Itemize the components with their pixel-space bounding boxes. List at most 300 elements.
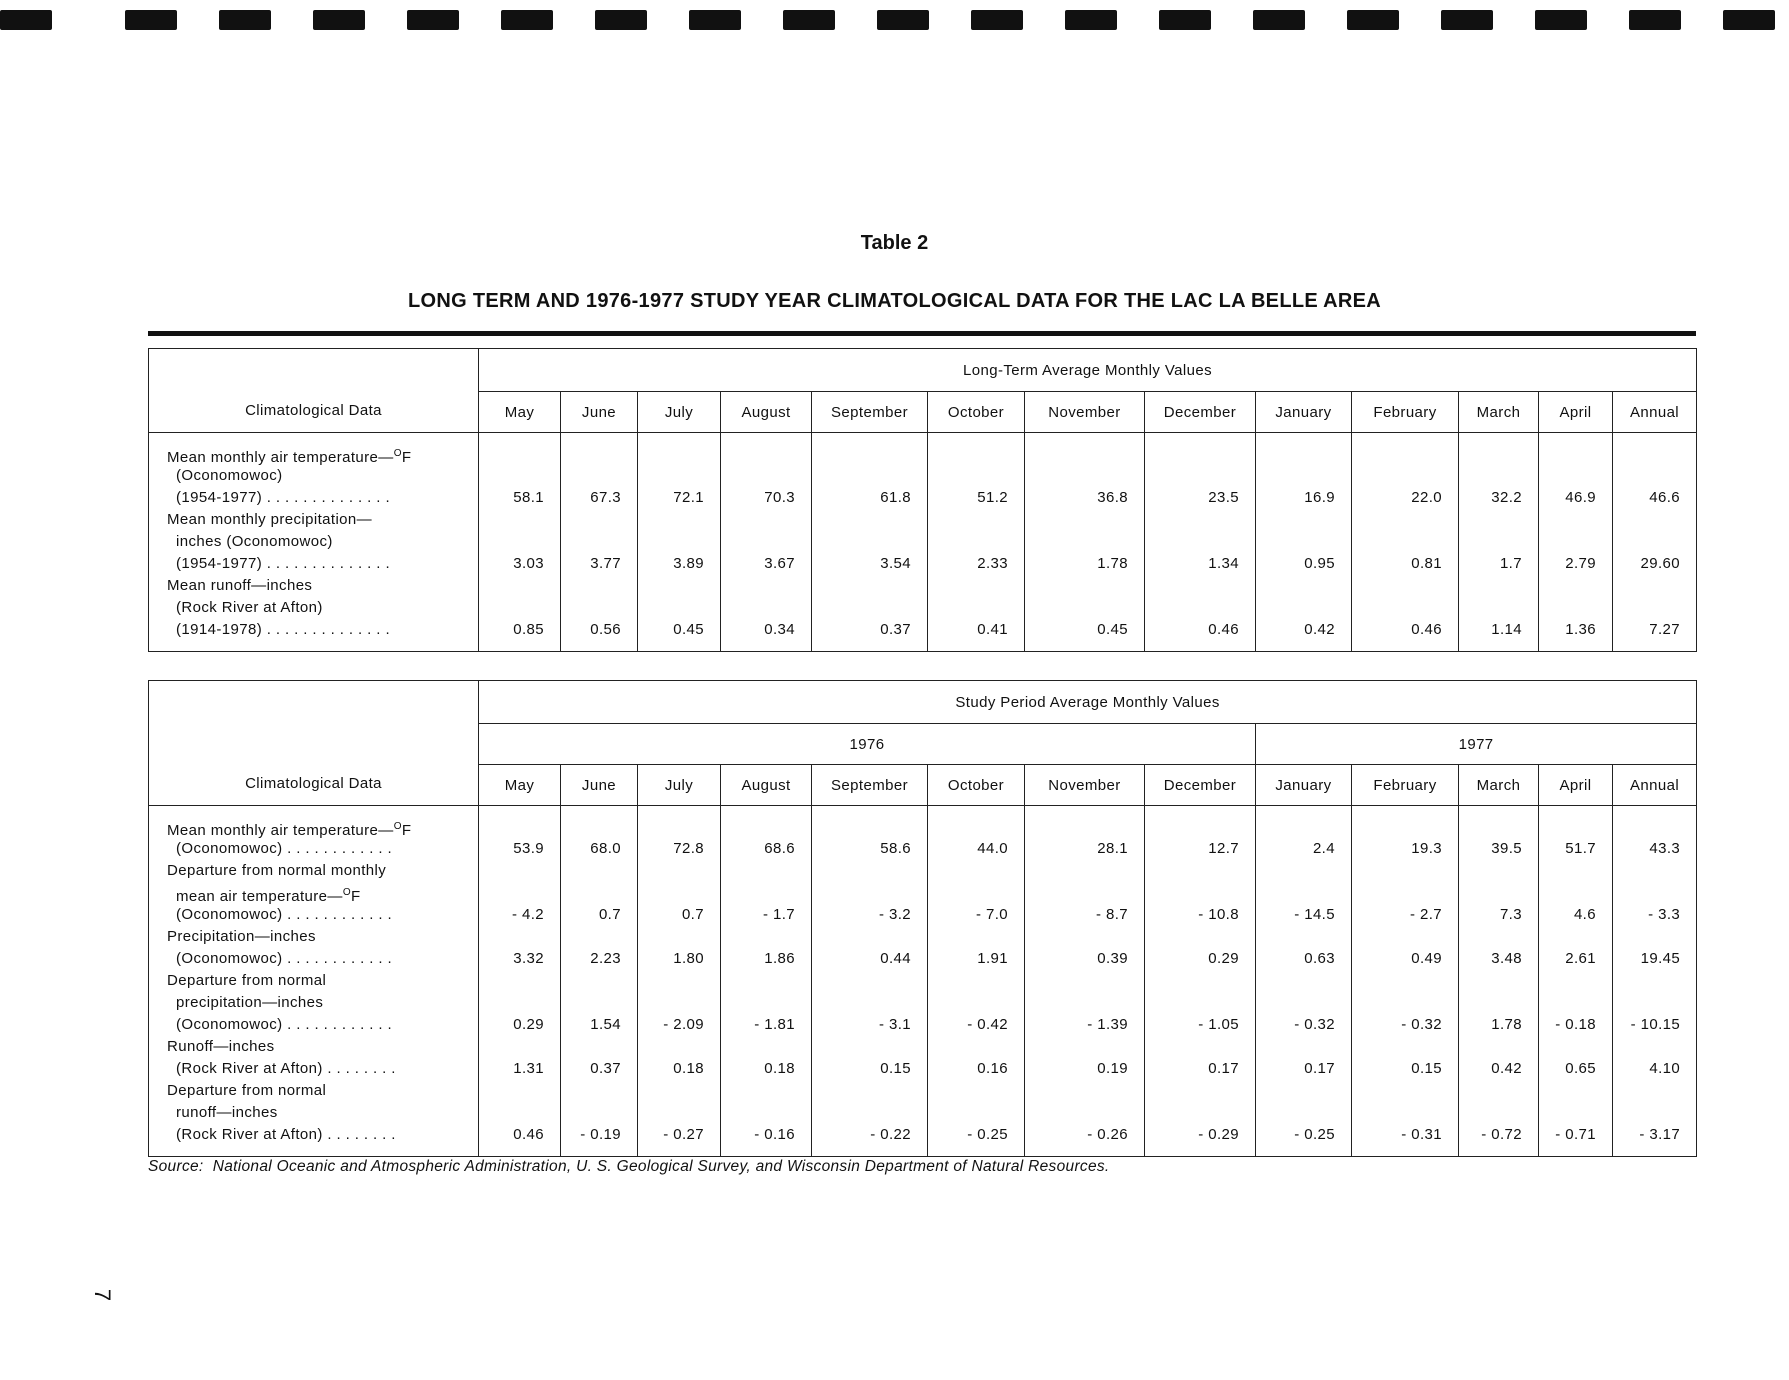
spacer: [638, 465, 720, 487]
corner-label: Climatological Data: [149, 349, 479, 433]
spacer: [638, 970, 720, 992]
data-value: 0.81: [1411, 555, 1442, 572]
source-label: Source:: [148, 1158, 204, 1175]
month-header: June: [561, 765, 638, 806]
spacer: [1145, 816, 1255, 838]
spacer: [479, 443, 560, 465]
unit-symbol: F: [351, 888, 361, 904]
spacer: [479, 597, 560, 619]
spacer: [1025, 575, 1144, 597]
month-header: July: [638, 765, 721, 806]
spacer: [1539, 465, 1612, 487]
data-value: 3.48: [1491, 950, 1522, 967]
data-value: 0.18: [673, 1060, 704, 1077]
spacer: [1025, 970, 1144, 992]
value-column: [1459, 806, 1539, 1157]
spacer: [1025, 1036, 1144, 1058]
data-value: 0.46: [1208, 621, 1239, 638]
value-column: [1352, 806, 1459, 1157]
data-value: - 0.29: [1198, 1126, 1239, 1143]
spacer: [928, 992, 1024, 1014]
data-value: 2.33: [977, 555, 1008, 572]
data-value: 19.3: [1411, 840, 1442, 857]
spacer: [1025, 597, 1144, 619]
data-value: - 10.8: [1198, 906, 1239, 923]
spacer: [1352, 816, 1458, 838]
data-value: 1.36: [1565, 621, 1596, 638]
value-column: [721, 433, 812, 652]
spacer: [1613, 1036, 1696, 1058]
data-value: 2.79: [1565, 555, 1596, 572]
data-value: - 0.18: [1555, 1016, 1596, 1033]
value-column: [561, 433, 638, 652]
row-label-line: Departure from normal monthly: [167, 862, 387, 879]
data-value: - 0.32: [1294, 1016, 1335, 1033]
spacer: [1256, 443, 1351, 465]
data-value: 1.54: [590, 1016, 621, 1033]
spacer: [812, 882, 927, 904]
data-value: 44.0: [977, 840, 1008, 857]
spacer: [1025, 465, 1144, 487]
value-column: [812, 806, 928, 1157]
data-value: 16.9: [1304, 489, 1335, 506]
value-column: [1025, 433, 1145, 652]
spacer: [1613, 816, 1696, 838]
spacer: [1145, 575, 1255, 597]
value-column: [561, 806, 638, 1157]
value-column: [1539, 806, 1613, 1157]
data-value: - 0.25: [1294, 1126, 1335, 1143]
data-value: 0.42: [1304, 621, 1335, 638]
spacer: [638, 816, 720, 838]
data-value: 1.78: [1491, 1016, 1522, 1033]
binding-hole: [1723, 10, 1775, 30]
spacer: [1352, 443, 1458, 465]
data-value: 23.5: [1208, 489, 1239, 506]
spacer: [928, 1102, 1024, 1124]
data-value: 22.0: [1411, 489, 1442, 506]
spacer: [928, 816, 1024, 838]
data-value: 0.7: [598, 906, 621, 923]
spacer: [721, 465, 811, 487]
spacer: [1145, 531, 1255, 553]
data-value: 3.32: [513, 950, 544, 967]
data-value: - 1.39: [1087, 1016, 1128, 1033]
data-value: 0.16: [977, 1060, 1008, 1077]
spacer: [1256, 816, 1351, 838]
unit-symbol: F: [401, 822, 412, 838]
spacer: [1539, 970, 1612, 992]
spacer: [1352, 575, 1458, 597]
table-title: LONG TERM AND 1976-1977 STUDY YEAR CLIMATOLOGICAL DATA FOR THE LAC LA BELLE AREA: [408, 290, 1381, 312]
source-note: [148, 1158, 1110, 1176]
data-value: 0.45: [673, 621, 704, 638]
spacer: [1459, 1102, 1538, 1124]
spacer: [928, 882, 1024, 904]
spacer: [1145, 1102, 1255, 1124]
month-header: May: [479, 765, 561, 806]
data-value: - 2.7: [1409, 906, 1442, 923]
spacer: [1459, 597, 1538, 619]
binding-hole: [219, 10, 271, 30]
spacer: [1459, 1036, 1538, 1058]
data-value: 2.23: [590, 950, 621, 967]
spacer: [928, 860, 1024, 882]
data-value: 0.29: [1208, 950, 1239, 967]
data-value: 0.63: [1304, 950, 1335, 967]
spacer: [561, 465, 637, 487]
data-value: 43.3: [1649, 840, 1681, 857]
month-header: August: [721, 392, 812, 433]
spacer: [1613, 970, 1696, 992]
spacer: [561, 992, 637, 1014]
spacer: [638, 926, 720, 948]
data-value: - 0.16: [754, 1126, 795, 1143]
spacer: [561, 575, 637, 597]
spacer: [928, 1080, 1024, 1102]
binding-hole: [0, 10, 52, 30]
spacer: [1352, 860, 1458, 882]
long-term-table: [148, 348, 1697, 652]
spacer: [1613, 509, 1696, 531]
data-value: 0.15: [880, 1060, 911, 1077]
data-value: 0.17: [1304, 1060, 1335, 1077]
data-value: 1.78: [1097, 555, 1128, 572]
month-header: June: [561, 392, 638, 433]
data-value: 0.39: [1097, 950, 1128, 967]
binding-hole: [313, 10, 365, 30]
spacer: [1145, 443, 1255, 465]
spacer: [1352, 970, 1458, 992]
binding-hole: [125, 10, 177, 30]
data-value: 7.27: [1649, 621, 1680, 638]
year-1977-header: 1977: [1256, 724, 1697, 765]
spacer: [638, 860, 720, 882]
spacer: [479, 882, 560, 904]
binding-hole: [1441, 10, 1493, 30]
source-text: National Oceanic and Atmospheric Administration, U. S. Geological Survey, and Wisconsin Department of Natural Resources.: [212, 1158, 1110, 1175]
month-header: November: [1025, 765, 1145, 806]
spacer: [1539, 882, 1612, 904]
spacer: [561, 860, 637, 882]
binding-hole: [1629, 10, 1681, 30]
data-value: 2.4: [1312, 840, 1335, 857]
data-value: 67.3: [590, 489, 621, 506]
spacer: [1256, 575, 1351, 597]
value-column: [1145, 433, 1256, 652]
spacer: [1539, 575, 1612, 597]
row-label-line: Runoff—inches: [167, 1038, 275, 1055]
spacer: [812, 1102, 927, 1124]
data-value: 0.46: [513, 1126, 544, 1143]
spacer: [561, 1080, 637, 1102]
month-header: December: [1145, 765, 1256, 806]
corner-label: Climatological Data: [149, 681, 479, 806]
spacer: [1256, 992, 1351, 1014]
spacer: [479, 816, 560, 838]
binding-hole: [407, 10, 459, 30]
data-value: - 0.22: [870, 1126, 911, 1143]
data-value: - 0.27: [663, 1126, 704, 1143]
data-value: - 4.2: [511, 906, 544, 923]
month-header: April: [1539, 765, 1613, 806]
value-column: [928, 806, 1025, 1157]
spacer: [928, 1036, 1024, 1058]
binding-hole: [1535, 10, 1587, 30]
spacer: [721, 597, 811, 619]
data-value: - 3.17: [1639, 1126, 1681, 1143]
spacer: [638, 531, 720, 553]
month-header: Annual: [1613, 392, 1697, 433]
row-label-line: inches (Oconomowoc): [176, 533, 333, 550]
value-column: [721, 806, 812, 1157]
month-header: April: [1539, 392, 1613, 433]
data-value: - 3.3: [1648, 906, 1681, 923]
spacer: [1025, 816, 1144, 838]
spacer: [1459, 926, 1538, 948]
spacer: [638, 992, 720, 1014]
spacer: [721, 531, 811, 553]
spacer: [1256, 860, 1351, 882]
spacer: [1025, 531, 1144, 553]
spacer: [1459, 575, 1538, 597]
spacer: [1256, 1080, 1351, 1102]
degree-superscript: O: [342, 887, 351, 898]
data-value: - 1.05: [1198, 1016, 1239, 1033]
binding-hole: [1159, 10, 1211, 30]
row-label-line: Mean runoff—inches: [167, 577, 313, 594]
spacer: [1256, 1102, 1351, 1124]
spacer: [1539, 509, 1612, 531]
spacer: [479, 509, 560, 531]
data-value: - 0.19: [580, 1126, 621, 1143]
spacer: [1459, 970, 1538, 992]
spacer: [638, 443, 720, 465]
spacer: [638, 575, 720, 597]
data-value: 72.1: [673, 489, 704, 506]
spacer: [638, 1102, 720, 1124]
spacer: [1613, 860, 1696, 882]
month-header: October: [928, 765, 1025, 806]
spacer: [812, 531, 927, 553]
spacer: [479, 926, 560, 948]
data-value: - 3.2: [878, 906, 911, 923]
data-value: 0.29: [513, 1016, 544, 1033]
spacer: [1256, 970, 1351, 992]
row-labels-cell: [149, 433, 479, 652]
spacer: [1459, 882, 1538, 904]
data-value: 3.03: [513, 555, 544, 572]
spacer: [1145, 465, 1255, 487]
row-label-line: (Rock River at Afton) . . . . . . . .: [176, 1060, 396, 1077]
spacer: [1025, 860, 1144, 882]
month-header: October: [928, 392, 1025, 433]
value-column: [638, 433, 721, 652]
row-label-line: mean air temperature—$^O$F: [176, 887, 361, 904]
data-value: 68.6: [764, 840, 795, 857]
value-column: [1352, 433, 1459, 652]
spacer: [812, 926, 927, 948]
data-value: 58.1: [513, 489, 544, 506]
study-period-table: [148, 680, 1697, 1157]
row-label-line: Departure from normal: [167, 1082, 327, 1099]
spacer: [1539, 992, 1612, 1014]
spacer: [1539, 531, 1612, 553]
month-header: March: [1459, 765, 1539, 806]
data-value: - 1.7: [762, 906, 795, 923]
spacer: [1352, 1036, 1458, 1058]
data-value: 1.31: [513, 1060, 544, 1077]
spacer: [721, 882, 811, 904]
spacer: [1256, 1036, 1351, 1058]
spacer: [1459, 509, 1538, 531]
spacer: [1613, 992, 1696, 1014]
data-value: - 0.72: [1481, 1126, 1522, 1143]
spacer: [561, 443, 637, 465]
spacer: [721, 992, 811, 1014]
spacer: [1352, 509, 1458, 531]
binding-hole: [971, 10, 1023, 30]
spacer: [1539, 597, 1612, 619]
spacer: [812, 597, 927, 619]
spacer: [812, 992, 927, 1014]
spacer: [928, 970, 1024, 992]
spacer: [561, 926, 637, 948]
spacer: [1539, 860, 1612, 882]
spacer: [812, 465, 927, 487]
binding-hole: [1347, 10, 1399, 30]
spacer: [928, 465, 1024, 487]
spacer: [1539, 1080, 1612, 1102]
spacer: [1025, 509, 1144, 531]
row-label-line: (Rock River at Afton): [176, 599, 323, 616]
binding-hole: [783, 10, 835, 30]
row-label-line: (Oconomowoc): [176, 467, 283, 484]
spacer: [1613, 443, 1696, 465]
data-value: - 0.31: [1401, 1126, 1442, 1143]
data-value: 58.6: [880, 840, 911, 857]
binding-hole: [1253, 10, 1305, 30]
spacer: [1539, 1102, 1612, 1124]
month-header: May: [479, 392, 561, 433]
spacer: [928, 531, 1024, 553]
data-value: - 10.15: [1630, 1016, 1681, 1033]
spacer: [561, 1102, 637, 1124]
data-value: 0.19: [1097, 1060, 1128, 1077]
spacer: [561, 882, 637, 904]
page-number: 7: [90, 1288, 116, 1302]
spacer: [1025, 882, 1144, 904]
data-value: 61.8: [880, 489, 911, 506]
row-label-line: (1954-1977) . . . . . . . . . . . . . .: [176, 489, 391, 506]
spacer: [479, 1036, 560, 1058]
spacer: [1256, 531, 1351, 553]
spacer: [1145, 1036, 1255, 1058]
data-value: 0.42: [1491, 1060, 1522, 1077]
value-column: [1256, 433, 1352, 652]
data-value: 0.85: [513, 621, 544, 638]
spacer: [479, 575, 560, 597]
spacer: [1459, 1080, 1538, 1102]
spacer: [1539, 443, 1612, 465]
row-label-line: precipitation—inches: [176, 994, 324, 1011]
data-value: 0.44: [880, 950, 911, 967]
spacer: [1145, 597, 1255, 619]
spacer: [928, 575, 1024, 597]
row-label-line: (Oconomowoc) . . . . . . . . . . . .: [176, 906, 393, 923]
spacer: [928, 597, 1024, 619]
value-column: [812, 433, 928, 652]
data-value: - 8.7: [1095, 906, 1128, 923]
month-header: November: [1025, 392, 1145, 433]
data-value: 0.17: [1208, 1060, 1239, 1077]
value-column: [1613, 806, 1697, 1157]
spacer: [721, 1102, 811, 1124]
spacer: [1256, 882, 1351, 904]
spacer: [1459, 816, 1538, 838]
spacer: [928, 509, 1024, 531]
spacer: [721, 926, 811, 948]
value-column: [1613, 433, 1697, 652]
spacer: [1613, 597, 1696, 619]
spacer: [479, 970, 560, 992]
spacer: [1613, 882, 1696, 904]
spacer: [1459, 992, 1538, 1014]
data-value: - 2.09: [663, 1016, 704, 1033]
spacer: [1613, 531, 1696, 553]
row-label-line: (Oconomowoc) . . . . . . . . . . . .: [176, 1016, 393, 1033]
data-value: 28.1: [1097, 840, 1128, 857]
row-label-line: runoff—inches: [176, 1104, 278, 1121]
degree-superscript: O: [393, 448, 402, 459]
spacer: [1145, 860, 1255, 882]
data-value: - 3.1: [878, 1016, 911, 1033]
title-rule: [148, 331, 1696, 336]
month-header: January: [1256, 765, 1352, 806]
binding-hole: [501, 10, 553, 30]
data-value: 3.67: [764, 555, 795, 572]
data-value: 0.37: [880, 621, 911, 638]
row-label-line: Mean monthly precipitation—: [167, 511, 373, 528]
spacer: [1613, 575, 1696, 597]
spacer: [1539, 1036, 1612, 1058]
binding-hole: [595, 10, 647, 30]
value-column: [1145, 806, 1256, 1157]
data-value: 12.7: [1208, 840, 1239, 857]
spacer: [1352, 926, 1458, 948]
data-value: 0.37: [590, 1060, 621, 1077]
spacer: [1539, 816, 1612, 838]
spacer: [1145, 882, 1255, 904]
spacer: [479, 465, 560, 487]
binding-hole: [877, 10, 929, 30]
data-value: - 0.32: [1401, 1016, 1442, 1033]
spacer: [1352, 465, 1458, 487]
spacer: [1145, 926, 1255, 948]
spacer: [479, 992, 560, 1014]
spacer: [638, 1036, 720, 1058]
value-column: [479, 433, 561, 652]
data-value: 1.7: [1499, 555, 1522, 572]
spacer: [1256, 597, 1351, 619]
value-column: [1025, 806, 1145, 1157]
month-header: December: [1145, 392, 1256, 433]
row-label-line: Departure from normal: [167, 972, 327, 989]
spacer: [721, 970, 811, 992]
row-label-line: Mean monthly air temperature—$^O$F: [167, 821, 412, 838]
spacer: [721, 575, 811, 597]
data-value: 53.9: [513, 840, 544, 857]
